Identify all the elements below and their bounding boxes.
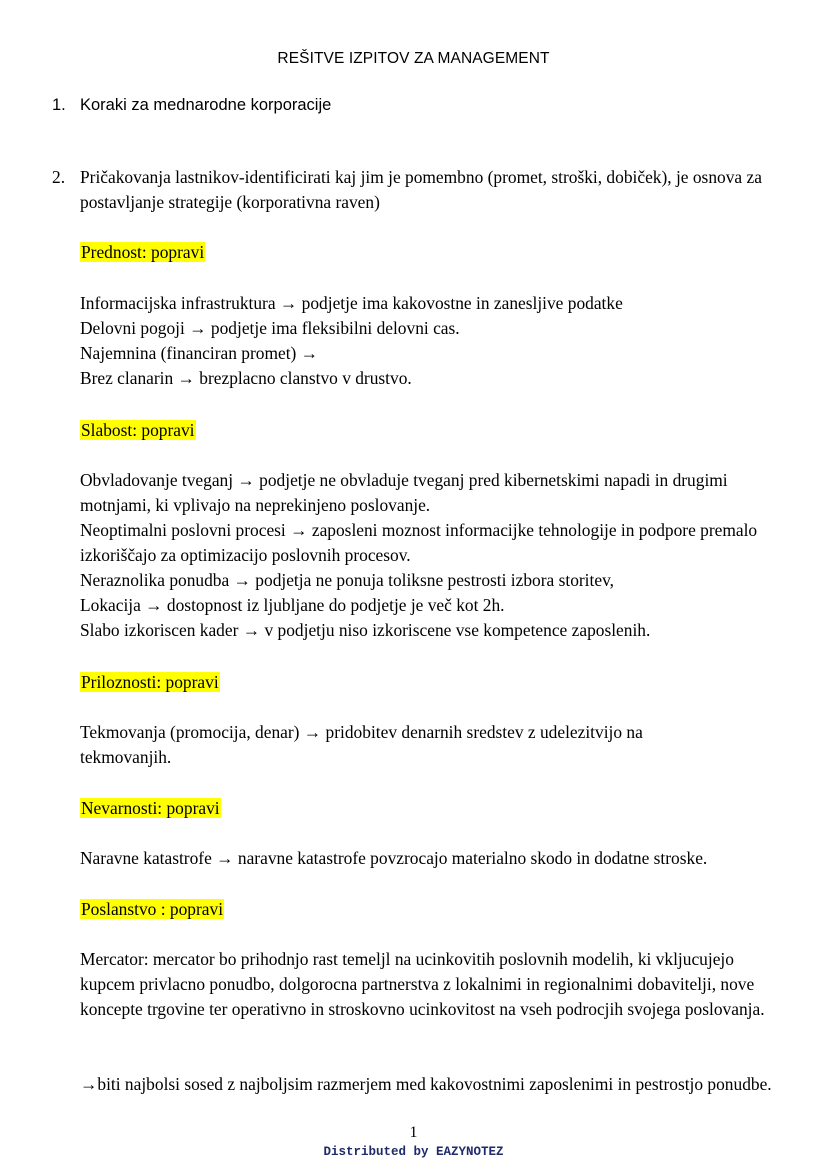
section-nevarnosti-body bbox=[80, 846, 800, 871]
distributed-by-footer: Distributed by EAZYNOTEZ bbox=[323, 1145, 504, 1159]
section-nevarnosti-heading-block bbox=[80, 796, 800, 821]
paragraph-line: Najemnina (financiran promet) → bbox=[80, 343, 319, 363]
section-prednost-heading-block bbox=[80, 240, 800, 265]
paragraph-line: Lokacija → dostopnost iz ljubljane do podjetje je več kot 2h. bbox=[80, 595, 505, 615]
paragraph-line: Neoptimalni poslovni procesi → zaposleni moznost informacijke tehnologije in podpore premalo izkoriščajo za optimizacijo poslovnih procesov. bbox=[80, 520, 758, 565]
section-heading-poslanstvo: Poslanstvo : popravi bbox=[81, 899, 224, 919]
paragraph-line: Mercator: mercator bo prihodnjo rast temeljl na ucinkovitih poslovnih modelih, ki vkljucujejo kupcem privlacno ponudbo, dolgorocna partnerstva z lokalnimi in regionalnimi dobavitelji, nove koncepte trgovine ter operativno in stroskovno ucinkovitost na vseh podrocjih svojega poslovanja. bbox=[80, 949, 765, 1019]
paragraph-line: Naravne katastrofe → naravne katastrofe povzrocajo materialno skodo in dodatne stroske. bbox=[80, 848, 708, 868]
section-heading-prednost: Prednost: popravi bbox=[81, 242, 205, 262]
list-item-1-text: Koraki za mednarodne korporacije bbox=[80, 96, 332, 114]
section-poslanstvo-body bbox=[80, 947, 780, 1022]
section-poslanstvo-heading-block bbox=[80, 897, 800, 922]
paragraph-line: Brez clanarin → brezplacno clanstvo v drustvo. bbox=[80, 368, 412, 388]
list-item-2 bbox=[52, 165, 792, 215]
section-slabost-body bbox=[80, 468, 780, 643]
section-slabost-heading-block bbox=[80, 418, 800, 443]
section-prednost-body bbox=[80, 291, 800, 391]
section-heading-slabost: Slabost: popravi bbox=[81, 420, 195, 440]
list-number-1: 1. bbox=[52, 96, 66, 114]
section-poslanstvo-body-2 bbox=[80, 1072, 780, 1097]
paragraph-line: →biti najbolsi sosed z najboljsim razmerjem med kakovostnimi zaposlenimi in pestrostjo ponudbe. bbox=[80, 1074, 772, 1094]
paragraph-line: Delovni pogoji → podjetje ima fleksibilni delovni cas. bbox=[80, 318, 460, 338]
page-number: 1 bbox=[409, 1124, 418, 1141]
section-heading-nevarnosti: Nevarnosti: popravi bbox=[81, 798, 220, 818]
paragraph-line: Obvladovanje tveganj → podjetje ne obvladuje tveganj pred kibernetskimi napadi in drugimi motnjami, ki vplivajo na neprekinjeno poslovanje. bbox=[80, 470, 728, 515]
document-title: REŠITVE IZPITOV ZA MANAGEMENT bbox=[277, 50, 550, 67]
paragraph-line: Tekmovanja (promocija, denar) → pridobitev denarnih sredstev z udelezitvijo na tekmovanjih. bbox=[80, 722, 643, 767]
section-heading-priloznosti: Priloznosti: popravi bbox=[81, 672, 219, 692]
paragraph-line: Informacijska infrastruktura → podjetje ima kakovostne in zanesljive podatke bbox=[80, 293, 623, 313]
paragraph-line: Slabo izkoriscen kader → v podjetju niso izkoriscene vse kompetence zaposlenih. bbox=[80, 620, 651, 640]
section-priloznosti-heading-block bbox=[80, 670, 800, 695]
list-item-1 bbox=[52, 96, 331, 115]
paragraph-line: Neraznolika ponudba → podjetja ne ponuja toliksne pestrosti izbora storitev, bbox=[80, 570, 614, 590]
list-number-2: 2. bbox=[52, 167, 66, 187]
section-priloznosti-body bbox=[80, 720, 720, 770]
list-item-2-text: Pričakovanja lastnikov-identificirati kaj jim je pomembno (promet, stroški, dobiček), je osnova za postavljanje strategije (korporativna raven) bbox=[80, 167, 762, 212]
